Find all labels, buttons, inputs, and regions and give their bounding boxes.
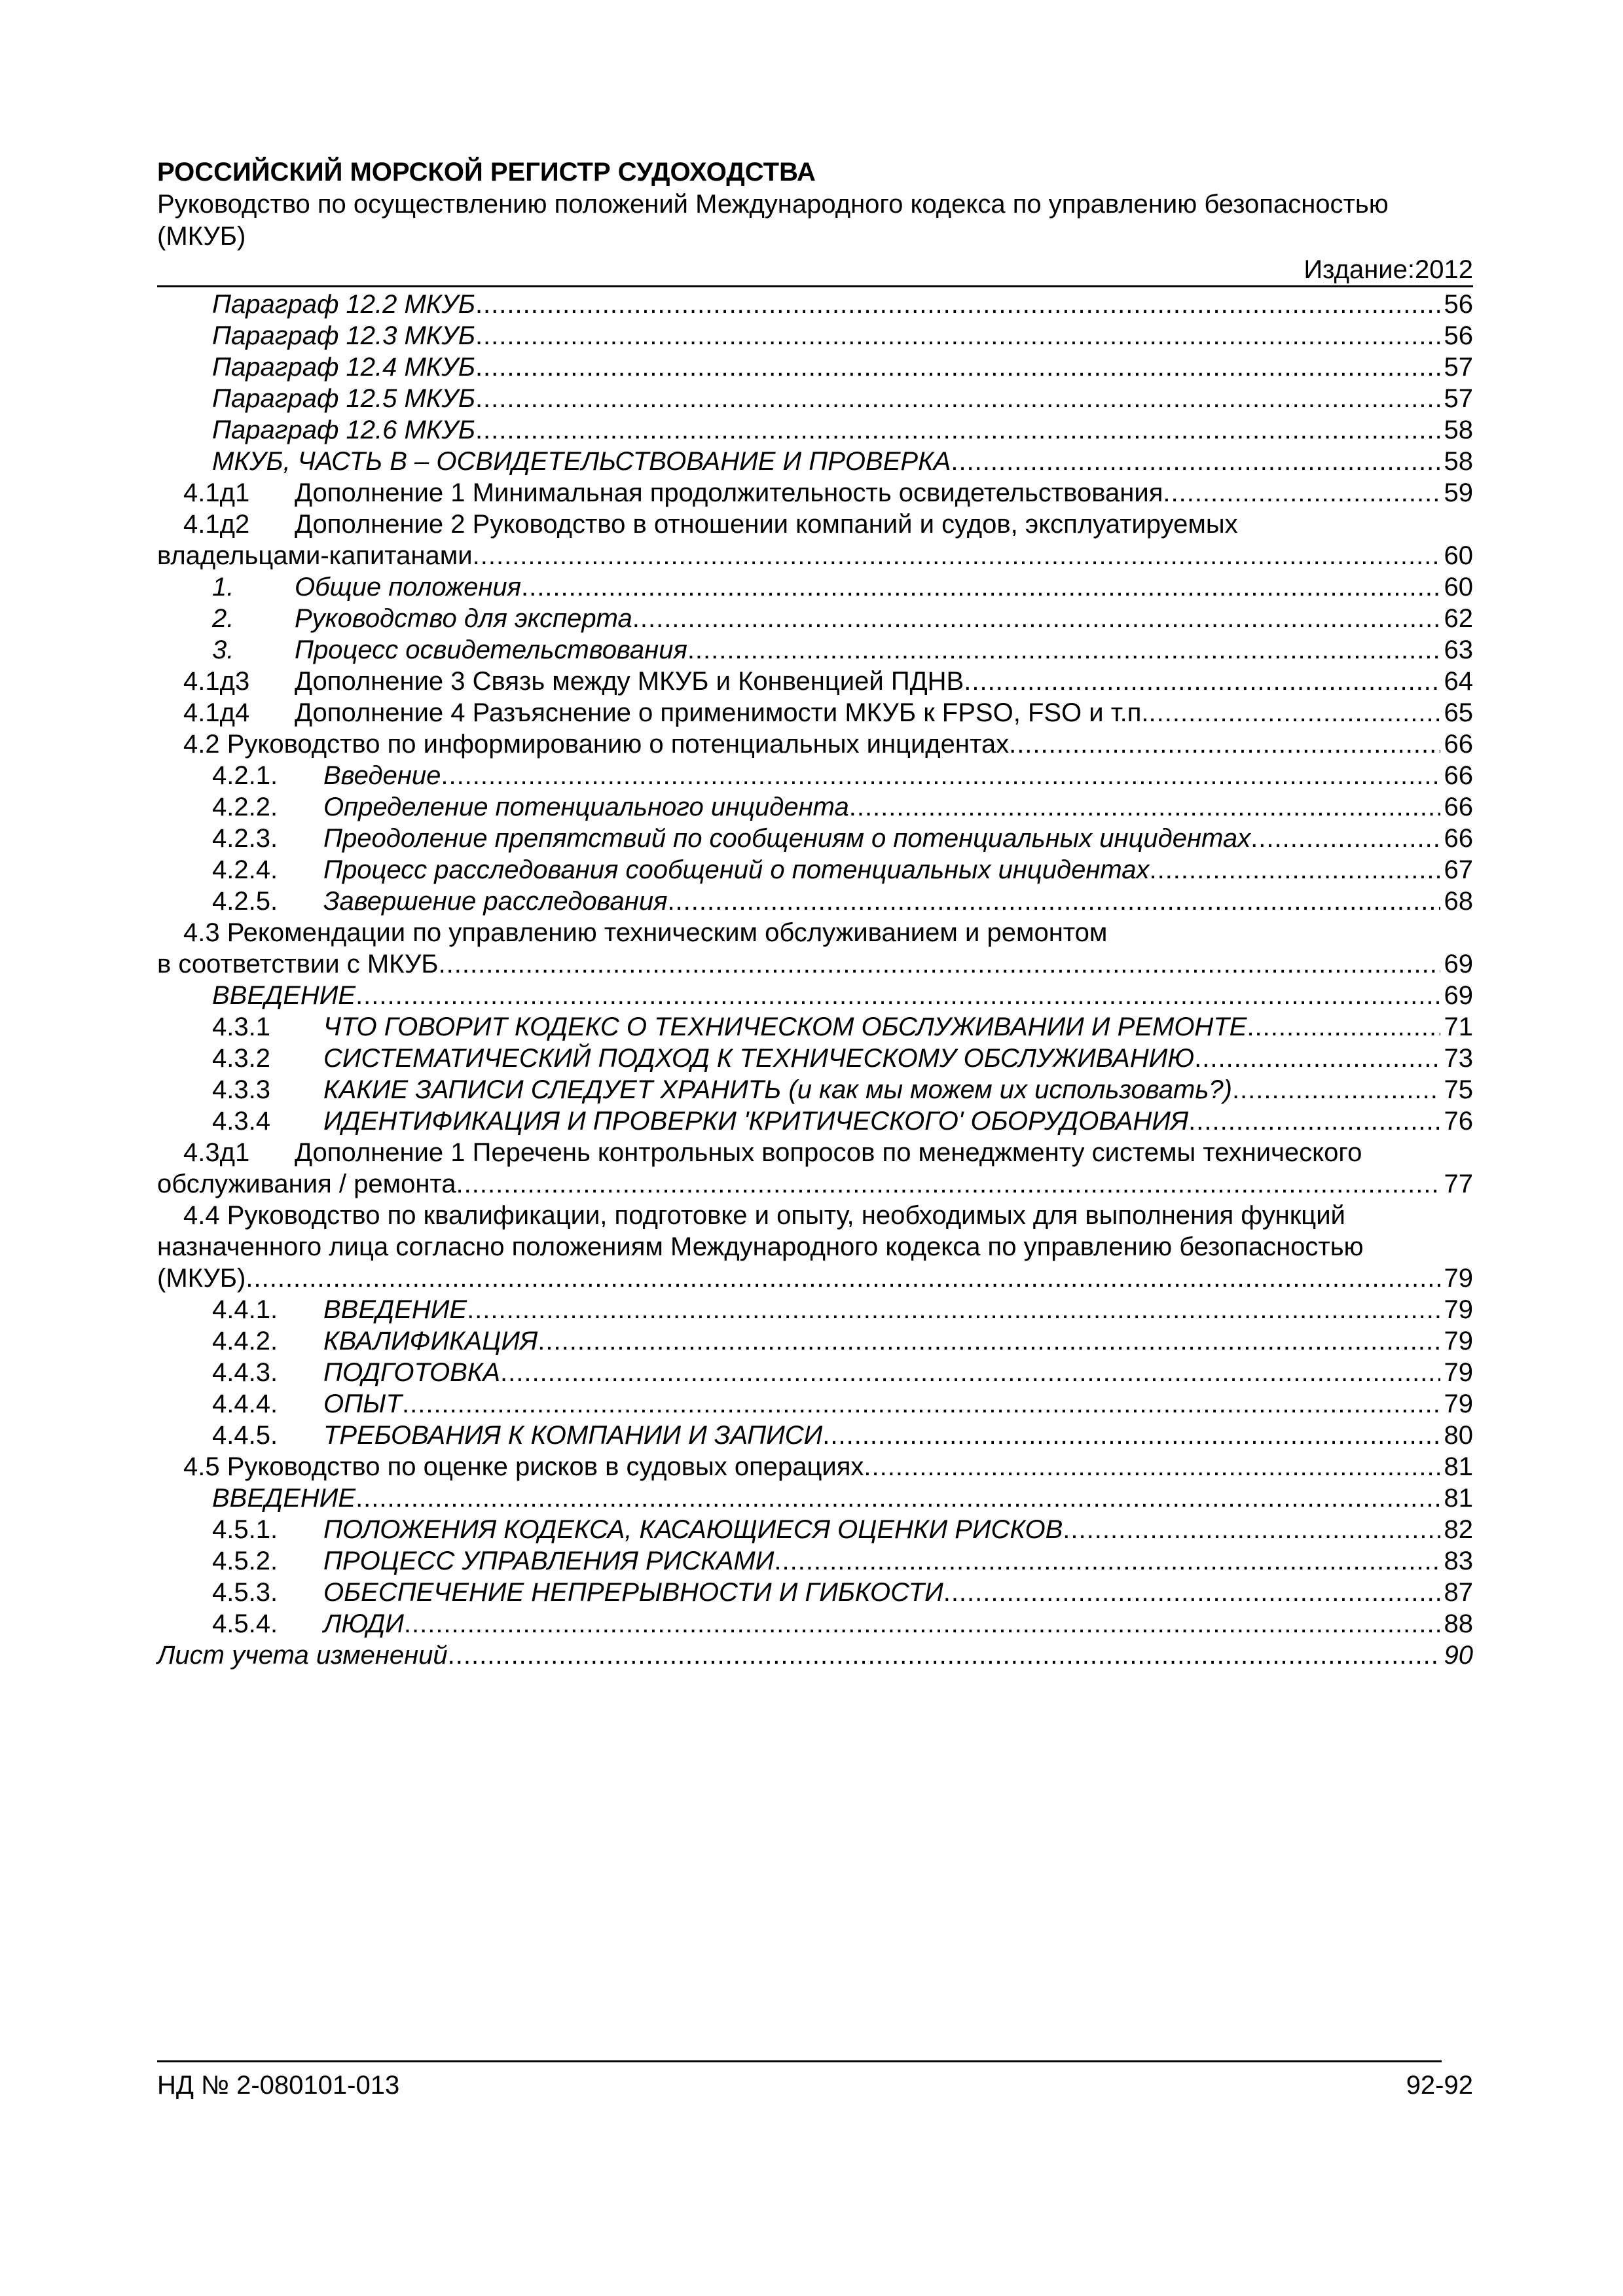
- toc-entry-number: 4.2.2.: [212, 793, 278, 821]
- toc-entry[interactable]: [157, 509, 1473, 540]
- toc-entry-page-number: 76: [1444, 1107, 1473, 1136]
- toc-dot-leader: [667, 886, 1440, 917]
- toc-entry[interactable]: [157, 540, 1473, 571]
- toc-entry-title: ТРЕБОВАНИЯ К КОМПАНИИ И ЗАПИСИ: [323, 1421, 823, 1450]
- toc-entry[interactable]: [157, 1451, 1473, 1482]
- toc-entry-title: Дополнение 1 Перечень контрольных вопросов по менеджменту системы технического: [295, 1138, 1362, 1167]
- toc-entry[interactable]: [157, 948, 1473, 980]
- toc-entry-title: Введение: [323, 761, 441, 790]
- toc-entry-title: Дополнение 3 Связь между МКУБ и Конвенцией ПДНВ: [295, 667, 964, 696]
- toc-entry-page-number: 79: [1444, 1295, 1473, 1324]
- toc-entry[interactable]: [157, 1231, 1473, 1263]
- toc-entry[interactable]: [157, 1168, 1473, 1200]
- toc-entry-number: 4.1д1: [183, 478, 250, 507]
- toc-dot-leader: [467, 1294, 1440, 1325]
- toc-dot-leader: [943, 1577, 1440, 1608]
- toc-entry[interactable]: [157, 1577, 1473, 1608]
- toc-entry-title: ПОДГОТОВКА: [323, 1358, 501, 1387]
- toc-entry-number: 4.3.3: [212, 1075, 270, 1104]
- toc-entry-title: ОБЕСПЕЧЕНИЕ НЕПРЕРЫВНОСТИ И ГИБКОСТИ: [323, 1578, 943, 1607]
- toc-entry-number: 4.5.3.: [212, 1578, 278, 1607]
- toc-entry[interactable]: [157, 446, 1473, 477]
- toc-entry[interactable]: [157, 1640, 1473, 1671]
- toc-dot-leader: [849, 791, 1440, 823]
- toc-entry-title: Процесс освидетельствования: [295, 636, 687, 664]
- toc-entry-page-number: 56: [1444, 321, 1473, 350]
- toc-dot-leader: [448, 1640, 1440, 1671]
- toc-entry-page-number: 73: [1444, 1044, 1473, 1073]
- toc-entry-title: Завершение расследования: [323, 887, 668, 916]
- toc-entry[interactable]: [157, 1011, 1473, 1043]
- toc-entry-page-number: 58: [1444, 447, 1473, 476]
- toc-entry-page-number: 63: [1444, 636, 1473, 664]
- toc-dot-leader: [402, 1388, 1440, 1420]
- document-number: НД № 2-080101-013: [157, 2071, 400, 2100]
- toc-entry-title: ЧТО ГОВОРИТ КОДЕКС О ТЕХНИЧЕСКОМ ОБСЛУЖИВАНИИ И РЕМОНТЕ: [323, 1013, 1247, 1041]
- toc-entry-page-number: 69: [1444, 981, 1473, 1010]
- toc-entry-title: Параграф 12.5 МКУБ: [212, 384, 475, 413]
- toc-entry-number: 4.5.4.: [212, 1609, 278, 1638]
- toc-entry-title: 4.5 Руководство по оценке рисков в судовых операциях: [183, 1452, 864, 1481]
- document-subtitle-line-2: (МКУБ): [157, 222, 246, 251]
- toc-entry-title: ВВЕДЕНИЕ: [212, 981, 356, 1010]
- toc-dot-leader: [687, 634, 1440, 666]
- toc-dot-leader: [1232, 1074, 1440, 1105]
- toc-entry[interactable]: [157, 1388, 1473, 1420]
- toc-dot-leader: [1063, 1514, 1440, 1545]
- toc-dot-leader: [475, 320, 1440, 351]
- toc-entry-title: СИСТЕМАТИЧЕСКИЙ ПОДХОД К ТЕХНИЧЕСКОМУ ОБСЛУЖИВАНИЮ: [323, 1044, 1195, 1073]
- toc-entry[interactable]: [157, 886, 1473, 917]
- toc-entry-number: 4.3.1: [212, 1013, 270, 1041]
- toc-entry-title: ОПЫТ: [323, 1390, 402, 1418]
- toc-entry-page-number: 79: [1444, 1358, 1473, 1387]
- toc-entry-page-number: 69: [1444, 950, 1473, 978]
- toc-entry-page-number: 79: [1444, 1264, 1473, 1293]
- toc-entry[interactable]: [157, 1294, 1473, 1325]
- header-divider: [157, 285, 1473, 287]
- toc-entry-page-number: 65: [1444, 698, 1473, 727]
- toc-entry-title: (МКУБ): [157, 1264, 246, 1293]
- toc-dot-leader: [951, 446, 1440, 477]
- toc-entry-number: 4.5.1.: [212, 1515, 278, 1544]
- toc-dot-leader: [356, 1482, 1440, 1514]
- toc-entry-page-number: 80: [1444, 1421, 1473, 1450]
- toc-dot-leader: [1009, 728, 1440, 760]
- toc-dot-leader: [1149, 854, 1440, 886]
- toc-entry[interactable]: [157, 666, 1473, 697]
- toc-entry[interactable]: [157, 1608, 1473, 1640]
- toc-dot-leader: [404, 1608, 1440, 1640]
- toc-entry-page-number: 64: [1444, 667, 1473, 696]
- toc-dot-leader: [864, 1451, 1440, 1482]
- toc-dot-leader: [774, 1545, 1440, 1577]
- footer-divider: [157, 2060, 1442, 2062]
- toc-entry[interactable]: [157, 320, 1473, 351]
- toc-entry-page-number: 81: [1444, 1484, 1473, 1513]
- toc-entry[interactable]: [157, 1105, 1473, 1137]
- toc-entry-title: ВВЕДЕНИЕ: [323, 1295, 467, 1324]
- toc-entry[interactable]: [157, 383, 1473, 414]
- toc-dot-leader: [521, 571, 1440, 603]
- toc-entry-page-number: 57: [1444, 384, 1473, 413]
- toc-entry-page-number: 77: [1444, 1170, 1473, 1198]
- toc-entry[interactable]: [157, 1357, 1473, 1388]
- toc-entry-page-number: 59: [1444, 478, 1473, 507]
- toc-entry-title: Общие положения: [295, 573, 521, 601]
- toc-entry-title: ПОЛОЖЕНИЯ КОДЕКСА, КАСАЮЩИЕСЯ ОЦЕНКИ РИСКОВ: [323, 1515, 1063, 1544]
- toc-entry[interactable]: [157, 289, 1473, 320]
- toc-entry[interactable]: [157, 1482, 1473, 1514]
- toc-entry-title: Руководство для эксперта: [295, 604, 632, 633]
- toc-entry-number: 4.1д2: [183, 510, 250, 539]
- toc-entry-page-number: 60: [1444, 573, 1473, 601]
- toc-entry-page-number: 66: [1444, 824, 1473, 853]
- document-header: [157, 156, 1473, 286]
- toc-entry-page-number: 83: [1444, 1547, 1473, 1575]
- toc-entry[interactable]: [157, 1043, 1473, 1074]
- toc-entry-page-number: 81: [1444, 1452, 1473, 1481]
- toc-entry[interactable]: [157, 571, 1473, 603]
- toc-entry-number: 1.: [212, 573, 234, 601]
- toc-dot-leader: [439, 948, 1440, 980]
- toc-entry-page-number: 88: [1444, 1609, 1473, 1638]
- toc-entry[interactable]: [157, 1545, 1473, 1577]
- toc-entry-page-number: 90: [1444, 1641, 1473, 1670]
- toc-entry-number: 4.4.3.: [212, 1358, 278, 1387]
- toc-entry-page-number: 66: [1444, 761, 1473, 790]
- page-number: 92-92: [1406, 2071, 1473, 2100]
- toc-entry[interactable]: [157, 728, 1473, 760]
- toc-entry-title: Определение потенциального инцидента: [323, 793, 849, 821]
- toc-entry[interactable]: [157, 351, 1473, 383]
- toc-dot-leader: [822, 1420, 1440, 1451]
- toc-entry[interactable]: [157, 477, 1473, 509]
- toc-entry-number: 4.4.1.: [212, 1295, 278, 1324]
- toc-entry-title: ВВЕДЕНИЕ: [212, 1484, 356, 1513]
- document-subtitle-line-1: Руководство по осуществлению положений Международного кодекса по управлению безопасностью: [157, 190, 1389, 219]
- toc-entry-title: Параграф 12.6 МКУБ: [212, 416, 475, 444]
- toc-dot-leader: [1188, 1105, 1440, 1137]
- toc-entry-page-number: 75: [1444, 1075, 1473, 1104]
- toc-entry-number: 4.5.2.: [212, 1547, 278, 1575]
- toc-entry[interactable]: [157, 854, 1473, 886]
- table-of-contents: [157, 289, 1473, 1671]
- toc-entry[interactable]: [157, 697, 1473, 728]
- toc-entry[interactable]: [157, 1420, 1473, 1451]
- toc-entry-title: Дополнение 1 Минимальная продолжительность освидетельствования: [295, 478, 1163, 507]
- toc-entry-title: 4.2 Руководство по информированию о потенциальных инцидентах: [183, 730, 1010, 759]
- toc-entry-page-number: 66: [1444, 730, 1473, 759]
- toc-entry[interactable]: [157, 760, 1473, 791]
- toc-entry-title: 4.3 Рекомендации по управлению техническим обслуживанием и ремонтом: [183, 918, 1108, 947]
- toc-entry-page-number: 68: [1444, 887, 1473, 916]
- toc-entry-page-number: 56: [1444, 290, 1473, 319]
- toc-entry-number: 4.4.4.: [212, 1390, 278, 1418]
- toc-entry-number: 4.4.2.: [212, 1327, 278, 1355]
- toc-entry-title: владельцами-капитанами: [157, 541, 473, 570]
- toc-entry-title: в соответствии с МКУБ: [157, 950, 439, 978]
- toc-entry[interactable]: [157, 1074, 1473, 1105]
- toc-entry[interactable]: [157, 980, 1473, 1011]
- toc-entry-number: 4.1д4: [183, 698, 250, 727]
- toc-entry-number: 4.2.5.: [212, 887, 278, 916]
- toc-entry-number: 4.3.4: [212, 1107, 270, 1136]
- toc-entry[interactable]: [157, 1263, 1473, 1294]
- toc-entry[interactable]: [157, 917, 1473, 948]
- toc-dot-leader: [1194, 1043, 1440, 1074]
- toc-entry-title: ПРОЦЕСС УПРАВЛЕНИЯ РИСКАМИ: [323, 1547, 775, 1575]
- toc-entry-title: Параграф 12.2 МКУБ: [212, 290, 475, 319]
- toc-entry-number: 4.2.4.: [212, 855, 278, 884]
- toc-dot-leader: [538, 1325, 1440, 1357]
- toc-dot-leader: [356, 980, 1440, 1011]
- toc-entry[interactable]: [157, 1137, 1473, 1168]
- toc-dot-leader: [632, 603, 1440, 634]
- toc-entry[interactable]: [157, 1325, 1473, 1357]
- toc-dot-leader: [964, 666, 1440, 697]
- toc-entry-title: Дополнение 4 Разъяснение о применимости МКУБ к FPSO, FSO и т.п.: [295, 698, 1149, 727]
- organization-name: РОССИЙСКИЙ МОРСКОЙ РЕГИСТР СУДОХОДСТВА: [157, 158, 816, 187]
- toc-entry[interactable]: [157, 603, 1473, 634]
- toc-entry[interactable]: [157, 791, 1473, 823]
- toc-entry-title: ЛЮДИ: [323, 1609, 404, 1638]
- toc-entry-title: 4.4 Руководство по квалификации, подготовке и опыту, необходимых для выполнения функций: [183, 1201, 1345, 1230]
- toc-entry[interactable]: [157, 414, 1473, 446]
- toc-dot-leader: [475, 383, 1440, 414]
- toc-entry-page-number: 82: [1444, 1515, 1473, 1544]
- toc-entry-title: обслуживания / ремонта: [157, 1170, 456, 1198]
- toc-dot-leader: [1250, 823, 1440, 854]
- toc-entry-page-number: 60: [1444, 541, 1473, 570]
- toc-entry-title: Параграф 12.3 МКУБ: [212, 321, 475, 350]
- toc-entry-number: 2.: [212, 604, 234, 633]
- toc-dot-leader: [246, 1263, 1440, 1294]
- toc-dot-leader: [475, 289, 1440, 320]
- toc-dot-leader: [500, 1357, 1440, 1388]
- toc-entry-title: ИДЕНТИФИКАЦИЯ И ПРОВЕРКИ 'КРИТИЧЕСКОГО' ОБОРУДОВАНИЯ: [323, 1107, 1189, 1136]
- toc-entry-number: 4.3д1: [183, 1138, 250, 1167]
- toc-entry-page-number: 79: [1444, 1327, 1473, 1355]
- toc-entry[interactable]: [157, 823, 1473, 854]
- toc-entry-title: КАКИЕ ЗАПИСИ СЛЕДУЕТ ХРАНИТЬ (и как мы можем их использовать?): [323, 1075, 1232, 1104]
- toc-entry-page-number: 79: [1444, 1390, 1473, 1418]
- toc-entry-page-number: 87: [1444, 1578, 1473, 1607]
- toc-dot-leader: [1163, 477, 1440, 509]
- toc-entry[interactable]: [157, 1514, 1473, 1545]
- toc-entry-title: Дополнение 2 Руководство в отношении компаний и судов, эксплуатируемых: [295, 510, 1238, 539]
- toc-entry-title: Преодоление препятствий по сообщениям о потенциальных инцидентах: [323, 824, 1251, 853]
- toc-dot-leader: [475, 351, 1440, 383]
- toc-dot-leader: [475, 414, 1440, 446]
- toc-entry[interactable]: [157, 1200, 1473, 1231]
- toc-entry-page-number: 57: [1444, 353, 1473, 382]
- toc-dot-leader: [441, 760, 1440, 791]
- toc-entry-page-number: 66: [1444, 793, 1473, 821]
- toc-entry-title: КВАЛИФИКАЦИЯ: [323, 1327, 538, 1355]
- toc-entry-number: 4.2.1.: [212, 761, 278, 790]
- toc-entry-number: 4.4.5.: [212, 1421, 278, 1450]
- edition-label: Издание:2012: [1304, 255, 1473, 284]
- toc-entry-title: Лист учета изменений: [157, 1641, 448, 1670]
- toc-dot-leader: [1247, 1011, 1440, 1043]
- toc-entry-number: 3.: [212, 636, 234, 664]
- toc-dot-leader: [473, 540, 1440, 571]
- toc-entry-number: 4.3.2: [212, 1044, 270, 1073]
- toc-entry-page-number: 67: [1444, 855, 1473, 884]
- toc-entry-page-number: 62: [1444, 604, 1473, 633]
- toc-dot-leader: [1149, 697, 1440, 728]
- toc-entry-number: 4.2.3.: [212, 824, 278, 853]
- toc-entry-title: назначенного лица согласно положениям Международного кодекса по управлению безопасностью: [157, 1232, 1364, 1261]
- toc-entry-title: МКУБ, ЧАСТЬ В – ОСВИДЕТЕЛЬСТВОВАНИЕ И ПРОВЕРКА: [212, 447, 951, 476]
- toc-entry[interactable]: [157, 634, 1473, 666]
- toc-entry-page-number: 58: [1444, 416, 1473, 444]
- toc-dot-leader: [456, 1168, 1440, 1200]
- toc-entry-title: Параграф 12.4 МКУБ: [212, 353, 475, 382]
- toc-entry-title: Процесс расследования сообщений о потенциальных инцидентах: [323, 855, 1150, 884]
- toc-entry-page-number: 71: [1444, 1013, 1473, 1041]
- toc-entry-number: 4.1д3: [183, 667, 250, 696]
